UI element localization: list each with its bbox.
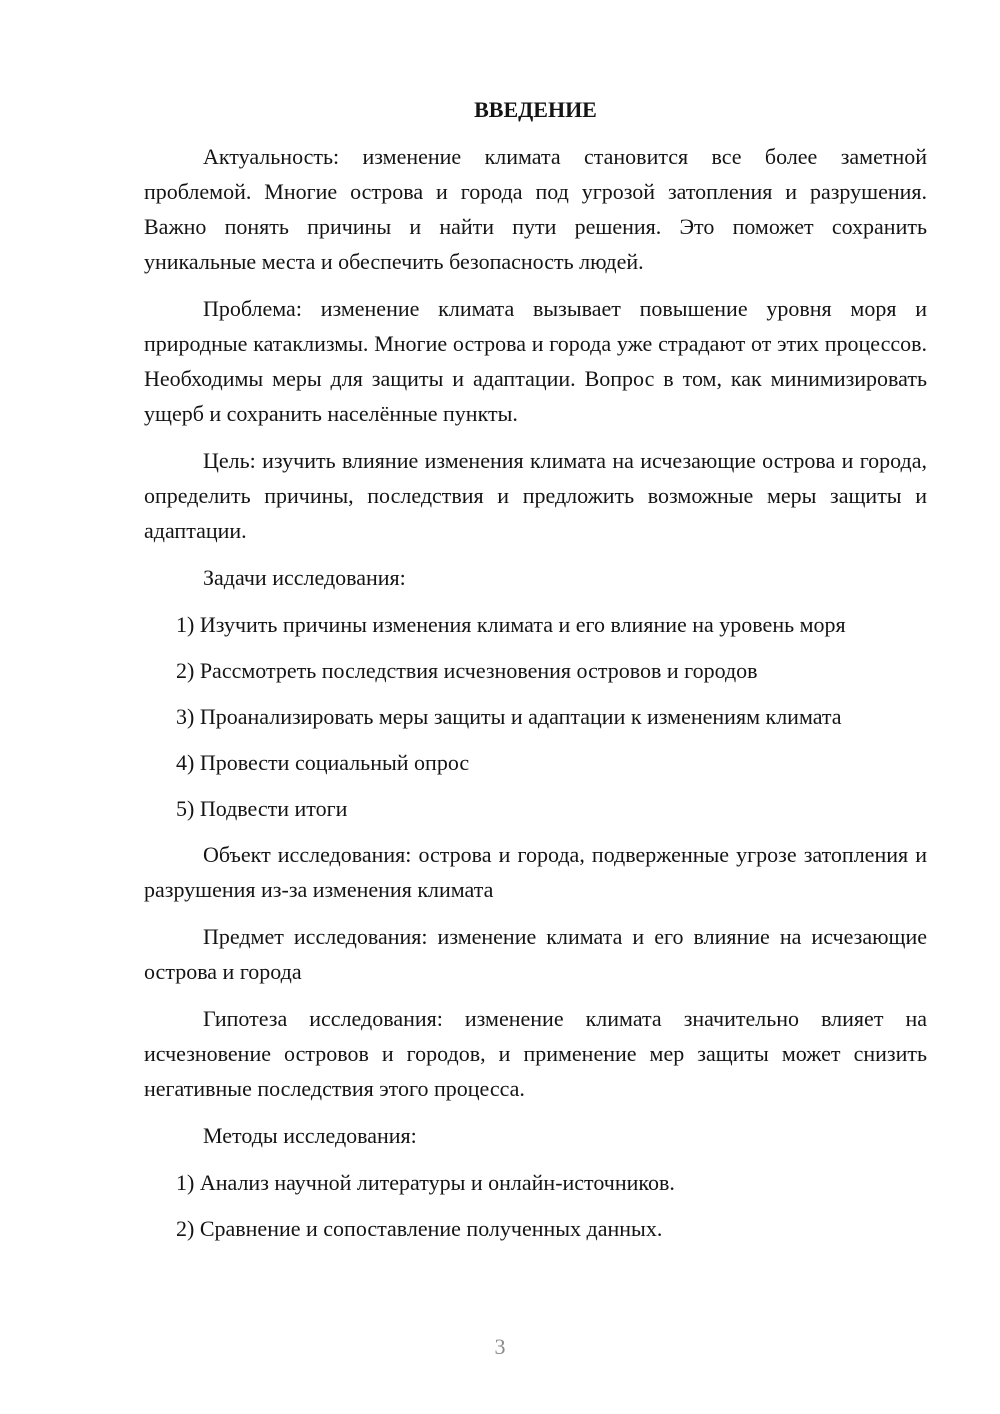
page-content — [144, 92, 927, 1257]
method-item: 2) Сравнение и сопоставление полученных данных. — [176, 1216, 663, 1241]
subject-paragraph: Предмет исследования: изменение климата и его влияние на исчезающие острова и города — [144, 924, 927, 984]
methods-title: Методы исследования: — [203, 1123, 417, 1148]
task-item: 1) Изучить причины изменения климата и его влияние на уровень моря — [176, 612, 846, 637]
object-paragraph: Объект исследования: острова и города, подверженные угрозе затопления и разрушения из-за изменения климата — [144, 842, 927, 902]
task-item: 2) Рассмотреть последствия исчезновения островов и городов — [176, 658, 758, 683]
hypothesis-paragraph: Гипотеза исследования: изменение климата значительно влияет на исчезновение островов и городов, и применение мер защиты может снизить негативные последствия этого процесса. — [144, 1006, 927, 1101]
task-item: 4) Провести социальный опрос — [176, 750, 470, 775]
task-item: 5) Подвести итоги — [176, 796, 348, 821]
page-number: 3 — [494, 1334, 506, 1359]
goal-paragraph: Цель: изучить влияние изменения климата на исчезающие острова и города, определить причины, последствия и предложить возможные меры защиты и адаптации. — [144, 448, 927, 543]
task-item: 3) Проанализировать меры защиты и адаптации к изменениям климата — [176, 704, 842, 729]
relevance-paragraph: Актуальность: изменение климата становится все более заметной проблемой. Многие острова и города под угрозой затопления и разрушения. Важно понять причины и найти пути решения. Это поможет сохранить уникальные места и обеспечить безопасность людей. — [144, 144, 927, 274]
problem-paragraph: Проблема: изменение климата вызывает повышение уровня моря и природные катаклизмы. Многие острова и города уже страдают от этих процессов. Необходимы меры для защиты и адаптации. Вопрос в том, как минимизировать ущерб и сохранить населённые пункты. — [144, 296, 927, 426]
tasks-title: Задачи исследования: — [203, 565, 406, 590]
method-item: 1) Анализ научной литературы и онлайн-источников. — [176, 1170, 675, 1195]
section-heading: ВВЕДЕНИЕ — [474, 97, 597, 122]
